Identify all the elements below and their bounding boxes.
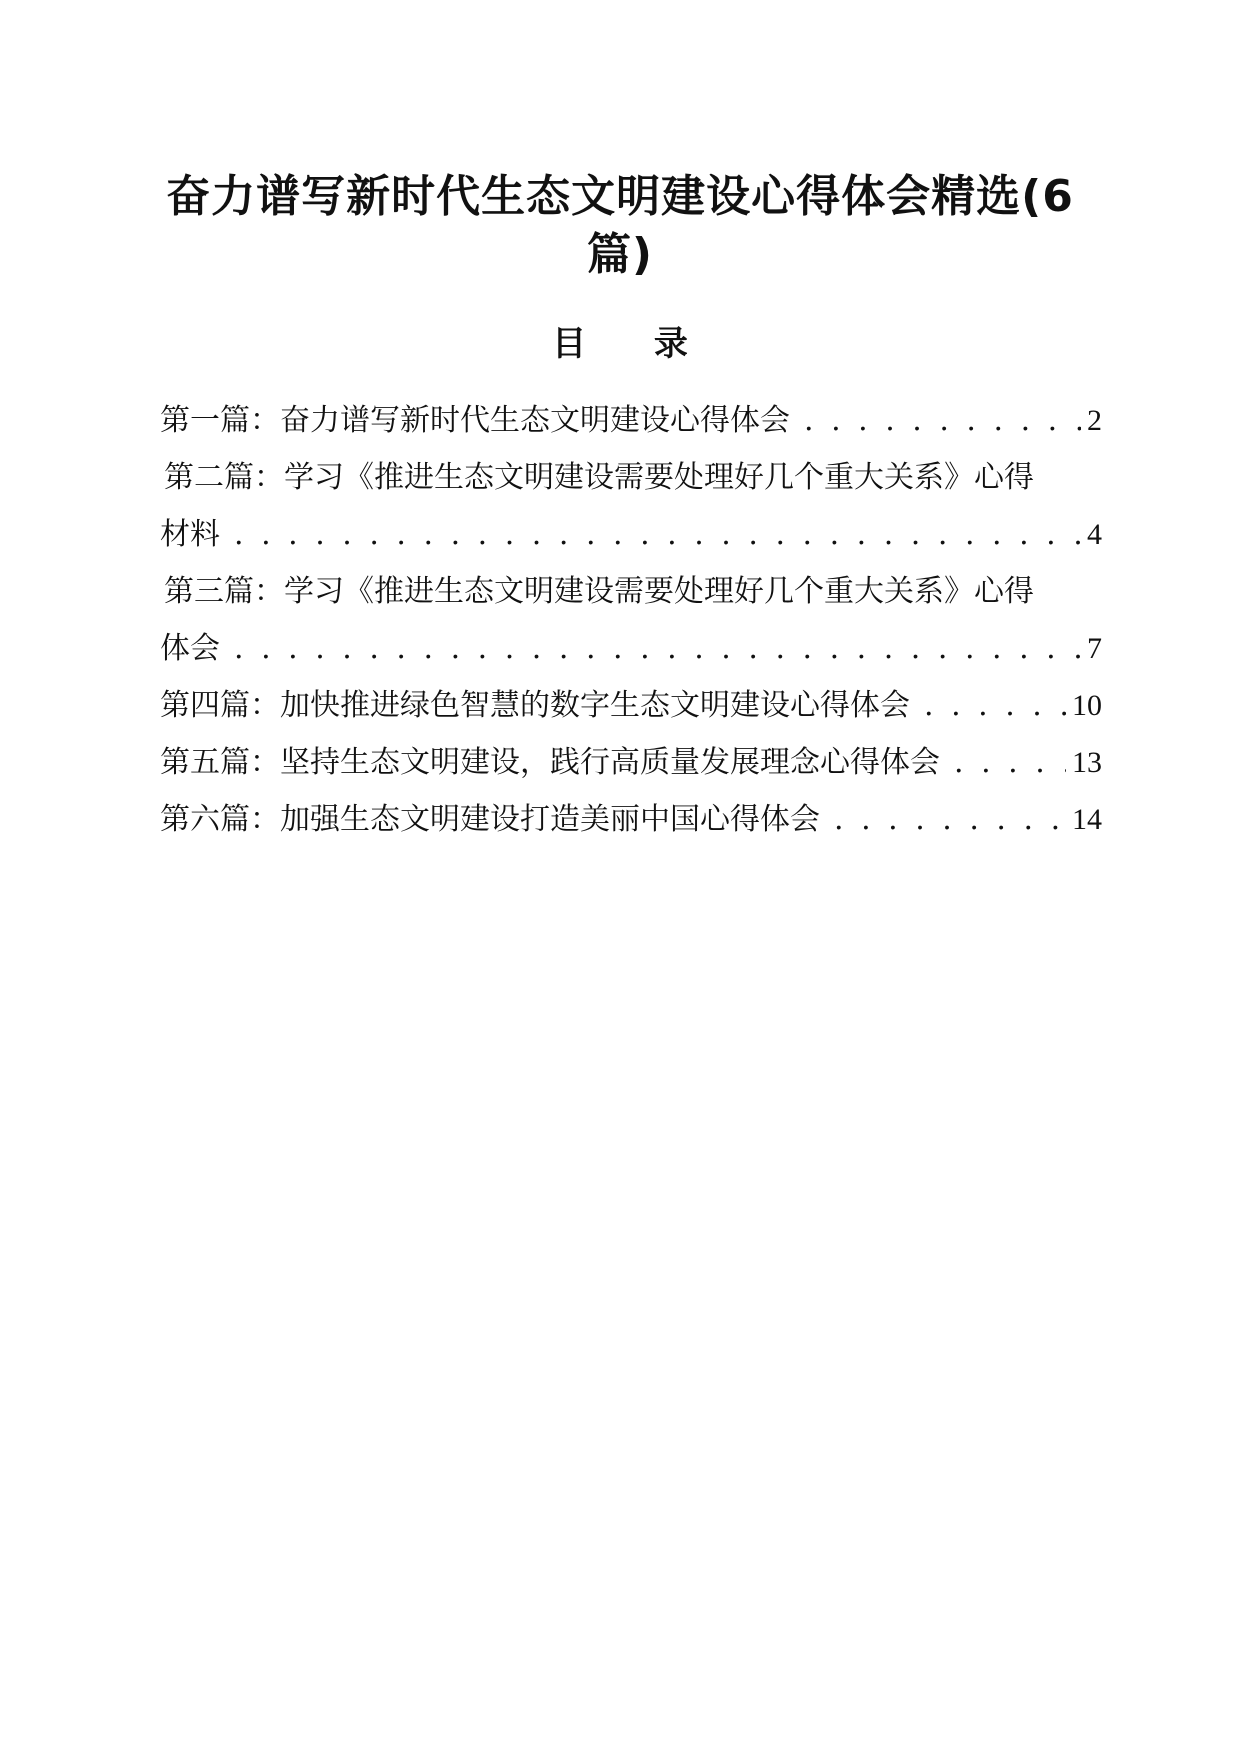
document-title: 奋力谱写新时代生态文明建设心得体会精选(6篇): [166, 171, 1074, 280]
toc-page-number: 10: [1072, 689, 1102, 722]
toc-entry-row: [160, 734, 1102, 791]
toc-entry-row: [160, 791, 1102, 848]
table-of-contents: [160, 392, 1102, 848]
toc-entry-row: [160, 506, 1102, 563]
toc-page-number: 14: [1072, 803, 1102, 836]
toc-entry-title: 第六篇：加强生态文明建设打造美丽中国心得体会: [160, 802, 820, 837]
toc-entry-title-line2: 体会: [160, 631, 220, 666]
toc-entry-row: [160, 620, 1102, 677]
toc-entry-3[interactable]: [160, 563, 1102, 677]
toc-entry-2[interactable]: [160, 449, 1102, 563]
toc-entry-title-line2: 材料: [160, 517, 220, 552]
toc-entry-4[interactable]: [160, 677, 1102, 734]
toc-leader-dots: [234, 506, 1081, 563]
toc-heading: 目 录: [552, 324, 716, 364]
toc-page-number: 4: [1087, 518, 1102, 551]
toc-leader-dots: [834, 791, 1066, 848]
toc-entry-title: 第五篇：坚持生态文明建设，践行高质量发展理念心得体会: [160, 745, 940, 780]
toc-entry-title: 第四篇：加快推进绿色智慧的数字生态文明建设心得体会: [160, 688, 910, 723]
toc-entry-title: 第一篇：奋力谱写新时代生态文明建设心得体会: [160, 403, 790, 438]
toc-entry-row: [160, 392, 1102, 449]
toc-entry-title-line1: 第三篇：学习《推进生态文明建设需要处理好几个重大关系》心得: [164, 574, 1034, 609]
toc-page-number: 7: [1087, 632, 1102, 665]
toc-page-number: 13: [1072, 746, 1102, 779]
toc-leader-dots: [804, 392, 1081, 449]
toc-page-number: 2: [1087, 404, 1102, 437]
toc-entry-5[interactable]: [160, 734, 1102, 791]
toc-entry-title-line1: 第二篇：学习《推进生态文明建设需要处理好几个重大关系》心得: [164, 460, 1034, 495]
toc-entry-1[interactable]: [160, 392, 1102, 449]
toc-entry-6[interactable]: [160, 791, 1102, 848]
toc-leader-dots: [234, 620, 1081, 677]
toc-leader-dots: [954, 734, 1066, 791]
toc-leader-dots: [924, 677, 1066, 734]
toc-entry-row: [160, 677, 1102, 734]
